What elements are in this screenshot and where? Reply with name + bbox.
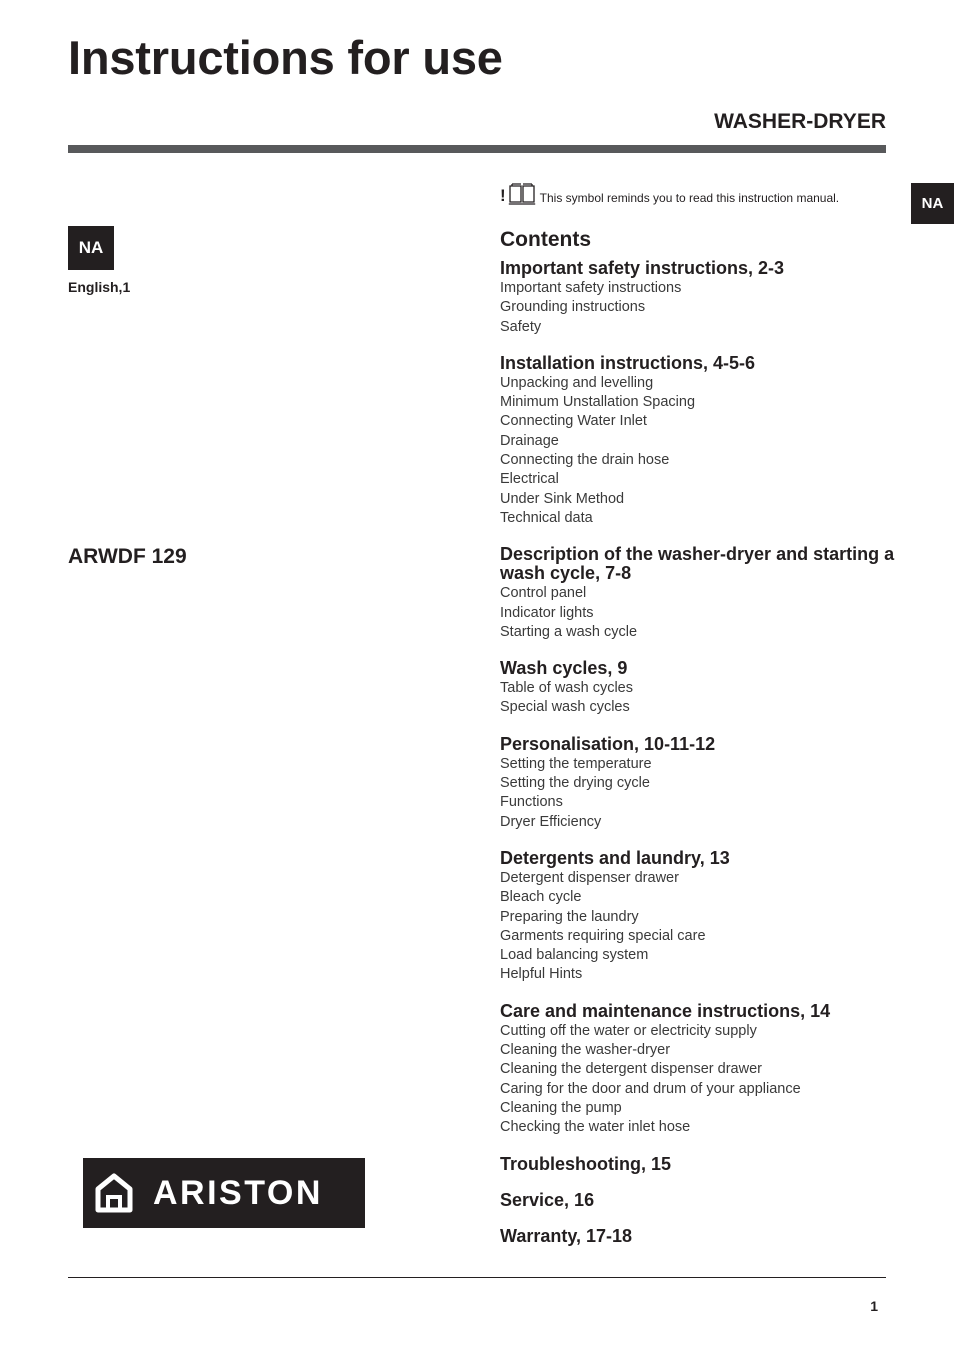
toc-item: Control panel xyxy=(500,585,587,602)
toc-item: Cutting off the water or electricity supply xyxy=(500,1022,757,1039)
toc-item-list xyxy=(500,679,900,718)
toc-item: Technical data xyxy=(500,509,593,526)
toc-item: Load balancing system xyxy=(500,947,649,964)
toc-item: Functions xyxy=(500,794,563,811)
manual-notice xyxy=(500,183,839,205)
header-divider xyxy=(68,145,886,153)
notice-exclamation: ! xyxy=(500,186,506,205)
toc-item-list xyxy=(500,755,900,832)
side-language-tab: NA xyxy=(911,183,954,224)
logo-wordmark: ARISTON xyxy=(153,1173,323,1212)
page-number: 1 xyxy=(870,1298,878,1314)
toc-item: Minimum Unstallation Spacing xyxy=(500,394,696,411)
page-title: Instructions for use xyxy=(68,31,503,84)
toc-section xyxy=(500,659,900,718)
model-number: ARWDF 129 xyxy=(68,545,187,568)
toc-sections xyxy=(500,259,900,1246)
toc-item: Connecting the drain hose xyxy=(500,452,670,469)
toc-section xyxy=(500,1155,900,1174)
toc-section-title: Warranty, 17-18 xyxy=(500,1225,633,1246)
toc-item: Bleach cycle xyxy=(500,889,582,906)
toc-item: Checking the water inlet hose xyxy=(500,1119,691,1136)
toc-item: Dryer Efficiency xyxy=(500,813,602,830)
toc-section xyxy=(500,1227,900,1246)
product-type: WASHER-DRYER xyxy=(714,110,886,133)
open-book-icon xyxy=(508,183,536,205)
toc-section xyxy=(500,545,900,642)
toc-section-title: Personalisation, 10-11-12 xyxy=(500,733,716,754)
toc-item-list xyxy=(500,869,900,985)
toc-section-title: Detergents and laundry, 13 xyxy=(500,847,730,868)
toc-section xyxy=(500,1002,900,1138)
toc-item: Connecting Water Inlet xyxy=(500,413,647,430)
toc-section xyxy=(500,849,900,985)
toc-section-title: Troubleshooting, 15 xyxy=(500,1153,672,1174)
ariston-logo xyxy=(83,1158,365,1228)
toc-item: Garments requiring special care xyxy=(500,927,706,944)
toc-item: Helpful Hints xyxy=(500,966,583,983)
toc-item: Drainage xyxy=(500,432,559,449)
toc-section xyxy=(500,354,900,528)
toc-item: Special wash cycles xyxy=(500,699,630,716)
toc-section xyxy=(500,735,900,832)
toc-section xyxy=(500,1191,900,1210)
language-badge: NA xyxy=(68,226,114,270)
toc-item: Cleaning the pump xyxy=(500,1099,622,1116)
toc-section-title: Installation instructions, 4-5-6 xyxy=(500,352,756,373)
toc-item: Grounding instructions xyxy=(500,299,646,316)
toc-section-title: Care and maintenance instructions, 14 xyxy=(500,1000,831,1021)
toc-item: Unpacking and levelling xyxy=(500,374,654,391)
house-icon xyxy=(95,1173,133,1213)
toc-section-title: Wash cycles, 9 xyxy=(500,658,628,679)
toc-item-list xyxy=(500,279,900,337)
toc-item: Table of wash cycles xyxy=(500,680,633,697)
toc-item: Caring for the door and drum of your appliance xyxy=(500,1080,801,1097)
toc-section-title: Service, 16 xyxy=(500,1189,595,1210)
toc-item: Electrical xyxy=(500,471,559,488)
toc-item: Safety xyxy=(500,318,542,335)
toc-item: Detergent dispenser drawer xyxy=(500,869,679,886)
toc-item: Important safety instructions xyxy=(500,280,682,296)
toc-section xyxy=(500,259,900,337)
toc-item-list xyxy=(500,1022,900,1138)
toc-section-title: Important safety instructions, 2-3 xyxy=(500,258,785,278)
language-label: English,1 xyxy=(68,279,131,295)
toc-item: Cleaning the washer-dryer xyxy=(500,1042,671,1059)
footer-divider xyxy=(68,1277,886,1278)
contents-heading: Contents xyxy=(500,228,591,251)
toc-item: Cleaning the detergent dispenser drawer xyxy=(500,1061,762,1078)
toc-item-list xyxy=(500,584,900,642)
notice-text: This symbol reminds you to read this instruction manual. xyxy=(539,191,840,205)
toc-item: Indicator lights xyxy=(500,604,594,621)
table-of-contents xyxy=(500,228,900,1246)
toc-section-title: Description of the washer-dryer and starting a wash cycle, 7-8 xyxy=(500,544,895,584)
toc-item: Starting a wash cycle xyxy=(500,623,638,640)
toc-item: Setting the temperature xyxy=(500,755,652,772)
toc-item: Preparing the laundry xyxy=(500,908,639,925)
toc-item: Under Sink Method xyxy=(500,490,625,507)
toc-item-list xyxy=(500,374,900,528)
toc-item: Setting the drying cycle xyxy=(500,775,650,792)
